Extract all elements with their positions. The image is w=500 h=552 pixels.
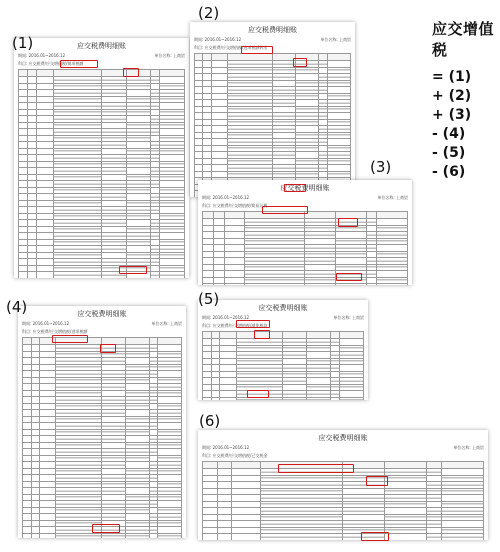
- table-cell: [377, 284, 408, 286]
- table-cell: [195, 54, 203, 61]
- formula-lines: [432, 68, 500, 182]
- sheet-subject: 科目: 应交税费/应交增值税/销项税额: [18, 61, 84, 66]
- table-cell: [213, 284, 224, 286]
- highlight-credit-header-3: [338, 218, 358, 227]
- table-cell: [213, 212, 224, 219]
- table-cell: [203, 54, 211, 61]
- table-cell: [211, 332, 220, 339]
- table-cell: [377, 212, 408, 219]
- table-row: [23, 533, 182, 538]
- formula-line: + (3): [432, 107, 472, 123]
- table-cell: [339, 332, 363, 339]
- table-cell: [203, 212, 214, 219]
- table-cell: [31, 338, 40, 345]
- sheet-title: 应交税费明细账: [77, 310, 127, 318]
- table-cell: [203, 284, 214, 286]
- ledger-table: [202, 211, 408, 285]
- sheet-subject: 科目: 应交税费/应交增值税/简易计税: [202, 203, 268, 208]
- table-row: [195, 54, 351, 61]
- table-cell: [366, 212, 377, 219]
- table-cell: [305, 284, 336, 286]
- table-row: [19, 70, 185, 77]
- sheet-period: 期间: 2016.01~2016.12: [202, 315, 250, 320]
- formula-line: = (1): [432, 69, 472, 85]
- sheet-subject: 科目: 应交税费/应交增值税/进项税额: [22, 329, 88, 334]
- sheet-company: 单位名称: 上商贸: [333, 315, 364, 320]
- table-cell: [149, 533, 158, 538]
- table-cell: [366, 284, 377, 286]
- table-cell: [40, 533, 56, 538]
- table-cell: [307, 397, 331, 400]
- table-cell: [23, 533, 32, 538]
- table-cell: [203, 462, 218, 469]
- highlight-subject-1: [60, 60, 98, 68]
- table-cell: [331, 397, 340, 400]
- sheet-company: 单位名称: 上商贸: [154, 53, 185, 58]
- table-cell: [260, 534, 343, 541]
- highlight-total-1: [119, 266, 147, 274]
- ledger-sheet-1: [14, 38, 189, 278]
- table-cell: [126, 338, 150, 345]
- highlight-subject-6: [278, 464, 354, 473]
- highlight-subject-3: [262, 206, 308, 214]
- table-cell: [158, 533, 182, 538]
- highlight-credit-header-1: [123, 68, 139, 77]
- table-cell: [319, 54, 327, 61]
- sheet-label-3: (3): [370, 158, 392, 176]
- sheet-subject: 科目: 应交税费/应交增值税/进项税额转出: [194, 45, 268, 50]
- highlight-subject-4: [52, 335, 88, 343]
- highlight-debit-header-5: [254, 330, 270, 339]
- table-cell: [211, 54, 227, 61]
- highlight-total-4: [92, 524, 120, 533]
- sheet-title: 应交税费明细账: [280, 184, 330, 192]
- table-cell: [385, 462, 427, 469]
- table-cell: [442, 534, 484, 541]
- table-cell: [126, 533, 150, 538]
- ledger-sheet-4: [18, 306, 186, 538]
- sheet-label-4: (4): [6, 298, 28, 316]
- sheet-company: 单位名称: 上商贸: [151, 321, 182, 326]
- sheet-company: 单位名称: 上商贸: [320, 37, 351, 42]
- sheet-label-5: (5): [198, 290, 220, 308]
- table-cell: [151, 70, 160, 77]
- table-cell: [56, 533, 102, 538]
- table-cell: [31, 533, 40, 538]
- sheet-subject: 科目: 应交税费/应交增值税/已交税金: [202, 453, 268, 458]
- sheet-period: 期间: 2016.01~2016.12: [202, 195, 250, 200]
- sheet-label-2: (2): [198, 4, 220, 22]
- sheet-title: 应交税费明细账: [318, 434, 368, 442]
- table-cell: [19, 70, 28, 77]
- table-row: [203, 332, 364, 339]
- highlight-subject-5: [236, 320, 270, 328]
- sheet-label-6: (6): [199, 412, 221, 430]
- table-cell: [336, 284, 367, 286]
- table-cell: [283, 332, 307, 339]
- formula-line: - (5): [432, 145, 466, 161]
- table-cell: [339, 397, 363, 400]
- table-cell: [224, 212, 245, 219]
- sheet-period: 期间: 2016.01~2016.12: [194, 37, 242, 42]
- highlight-credit-header-2: [293, 58, 307, 67]
- table-row: [203, 397, 364, 400]
- table-row: [203, 534, 484, 541]
- table-cell: [220, 397, 236, 400]
- table-cell: [211, 397, 220, 400]
- table-cell: [232, 462, 260, 469]
- formula-line: + (2): [432, 88, 472, 104]
- table-cell: [442, 462, 484, 469]
- table-cell: [427, 534, 442, 541]
- table-cell: [160, 70, 185, 77]
- sheet-title: 应交税费明细账: [258, 304, 308, 312]
- ledger-sheet-6: [198, 430, 488, 540]
- table-row: [203, 284, 408, 286]
- sheet-title: 应交税费明细账: [77, 42, 126, 50]
- table-cell: [307, 332, 331, 339]
- table-cell: [385, 534, 427, 541]
- highlight-total-2: [284, 184, 306, 192]
- ledger-sheet-3: [198, 180, 412, 285]
- table-cell: [203, 397, 212, 400]
- table-cell: [158, 338, 182, 345]
- table-cell: [220, 332, 236, 339]
- table-cell: [245, 284, 305, 286]
- sheet-period: 期间: 2016.01~2016.12: [22, 321, 70, 326]
- highlight-total-6: [361, 532, 389, 541]
- highlight-subject-2: [241, 46, 273, 54]
- table-cell: [427, 462, 442, 469]
- table-cell: [227, 54, 272, 61]
- ledger-table: [22, 337, 182, 538]
- table-cell: [102, 533, 126, 538]
- ledger-table: [194, 53, 351, 197]
- highlight-debit-header-6: [366, 476, 388, 486]
- formula-line: - (6): [432, 164, 466, 180]
- table-cell: [23, 338, 32, 345]
- ledger-table: [18, 69, 185, 278]
- sheet-title: 应交税费明细账: [248, 26, 297, 34]
- highlight-total-3: [336, 273, 362, 281]
- sheet-company: 单位名称: 上商贸: [377, 195, 408, 200]
- table-cell: [331, 332, 340, 339]
- table-cell: [149, 338, 158, 345]
- table-cell: [27, 70, 36, 77]
- table-cell: [217, 462, 232, 469]
- ledger-table: [202, 331, 364, 400]
- sheet-label-1: (1): [12, 34, 34, 52]
- table-cell: [53, 70, 101, 77]
- table-cell: [232, 534, 260, 541]
- highlight-debit-header-4: [100, 344, 116, 353]
- table-cell: [203, 534, 218, 541]
- table-cell: [36, 70, 53, 77]
- sheet-company: 单位名称: 上商贸: [453, 445, 484, 450]
- formula-title: 应交增值税: [432, 20, 495, 59]
- highlight-total-5: [247, 390, 269, 398]
- table-cell: [283, 397, 307, 400]
- table-cell: [217, 534, 232, 541]
- table-cell: [224, 284, 245, 286]
- table-cell: [203, 332, 212, 339]
- table-cell: [327, 54, 350, 61]
- sheet-period: 期间: 2016.01~2016.12: [18, 53, 66, 58]
- vat-formula: [432, 18, 500, 182]
- table-cell: [305, 212, 336, 219]
- sheet-subject: 科目: 应交税费/应交增值税/减免税款: [202, 323, 268, 328]
- formula-line: - (4): [432, 126, 466, 142]
- sheet-period: 期间: 2016.01~2016.12: [202, 445, 250, 450]
- ledger-sheet-5: [198, 300, 368, 400]
